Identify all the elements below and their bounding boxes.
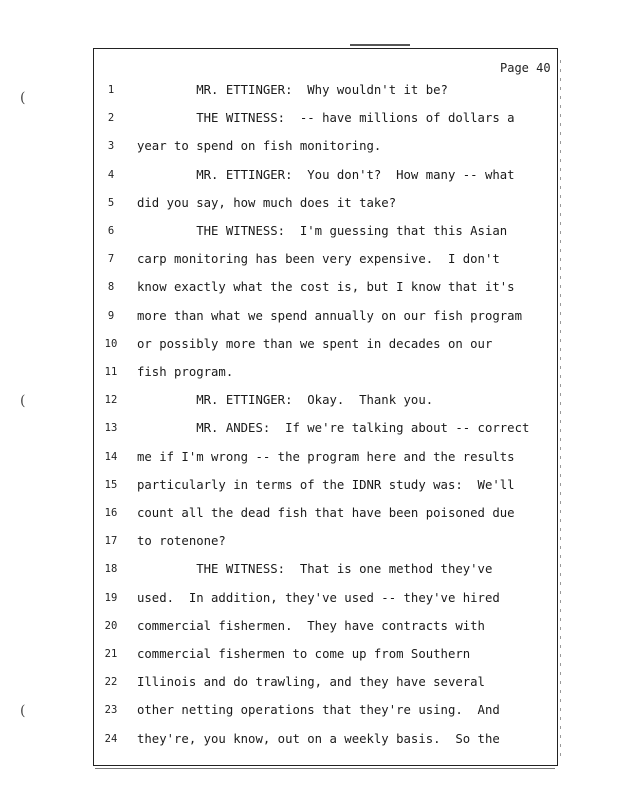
line-number: 11: [104, 366, 118, 378]
transcript-line: [0, 193, 618, 213]
line-number: 20: [104, 619, 118, 632]
line-text: commercial fishermen to come up from Southern: [137, 647, 471, 661]
line-text: MR. ETTINGER: Why wouldn't it be?: [137, 83, 448, 97]
line-text: THE WITNESS: -- have millions of dollars a: [137, 111, 515, 126]
line-number: 2: [107, 112, 115, 125]
line-number: 13: [104, 422, 118, 435]
line-text: commercial fishermen. They have contracts with: [137, 618, 485, 633]
hole-punch-mark: (: [20, 90, 26, 106]
line-text: THE WITNESS: That is one method they've: [137, 562, 493, 577]
line-number: 16: [104, 507, 118, 519]
line-text: count all the dead fish that have been poisoned due: [137, 506, 515, 520]
line-number: 15: [104, 478, 118, 491]
line-text: or possibly more than we spent in decades on our: [137, 336, 493, 351]
transcript-line: [0, 503, 618, 523]
line-text: MR. ANDES: If we're talking about -- correct: [137, 421, 530, 436]
line-text: other netting operations that they're using. And: [137, 703, 500, 718]
transcript-line: [0, 80, 618, 100]
line-number: 14: [104, 450, 118, 463]
transcript-line: [0, 334, 618, 354]
transcript-line: [0, 277, 618, 297]
transcript-line: [0, 136, 618, 156]
line-text: particularly in terms of the IDNR study was: We'll: [137, 477, 515, 492]
line-number: 9: [107, 309, 115, 322]
transcript-line: [0, 108, 618, 128]
line-text: year to spend on fish monitoring.: [137, 139, 382, 154]
line-number: 12: [104, 394, 118, 407]
line-number: 22: [104, 676, 118, 689]
line-number: 6: [107, 225, 115, 237]
transcript-line: [0, 362, 618, 382]
transcript-line: [0, 221, 618, 241]
line-text: carp monitoring has been very expensive. I don't: [137, 252, 500, 267]
line-text: me if I'm wrong -- the program here and the results: [137, 449, 515, 464]
line-number: 17: [104, 535, 118, 548]
line-number: 1: [107, 84, 115, 96]
hole-punch-mark: (: [20, 703, 26, 719]
line-number: 5: [107, 196, 115, 209]
line-text: MR. ETTINGER: You don't? How many -- what: [137, 167, 515, 182]
line-text: to rotenone?: [137, 534, 226, 549]
transcript-line: [0, 306, 618, 326]
transcript-line: [0, 447, 618, 467]
line-text: did you say, how much does it take?: [137, 195, 397, 210]
scan-smudge: [350, 44, 410, 46]
line-text: THE WITNESS: I'm guessing that this Asian: [137, 224, 508, 238]
transcript-line: [0, 165, 618, 185]
transcript-line: [0, 700, 618, 720]
hole-punch-mark: (: [20, 393, 26, 409]
scan-bottom-line: [95, 768, 555, 769]
line-number: 4: [107, 168, 115, 181]
line-text: Illinois and do trawling, and they have several: [137, 675, 485, 690]
transcript-line: [0, 644, 618, 664]
line-number: 24: [104, 732, 118, 745]
transcript-line: [0, 729, 618, 749]
line-number: 10: [104, 337, 118, 350]
transcript-line: [0, 559, 618, 579]
line-number: 7: [107, 253, 115, 266]
page-number: Page 40: [500, 61, 551, 75]
line-number: 3: [107, 140, 115, 153]
line-number: 21: [104, 648, 118, 660]
transcript-line: [0, 616, 618, 636]
line-number: 18: [104, 563, 118, 576]
transcript-line: [0, 249, 618, 269]
transcript-line: [0, 588, 618, 608]
line-text: they're, you know, out on a weekly basis. So the: [137, 731, 500, 746]
transcript-line: [0, 475, 618, 495]
transcript-line: [0, 390, 618, 410]
line-text: more than what we spend annually on our fish program: [137, 308, 522, 323]
line-number: 23: [104, 704, 118, 717]
line-number: 8: [107, 281, 115, 294]
transcript-line: [0, 672, 618, 692]
line-text: know exactly what the cost is, but I know that it's: [137, 280, 515, 295]
line-text: used. In addition, they've used -- they've hired: [137, 590, 500, 605]
line-text: MR. ETTINGER: Okay. Thank you.: [137, 393, 434, 408]
line-number: 19: [104, 591, 118, 604]
transcript-line: [0, 418, 618, 438]
line-text: fish program.: [137, 365, 234, 379]
transcript-line: [0, 531, 618, 551]
